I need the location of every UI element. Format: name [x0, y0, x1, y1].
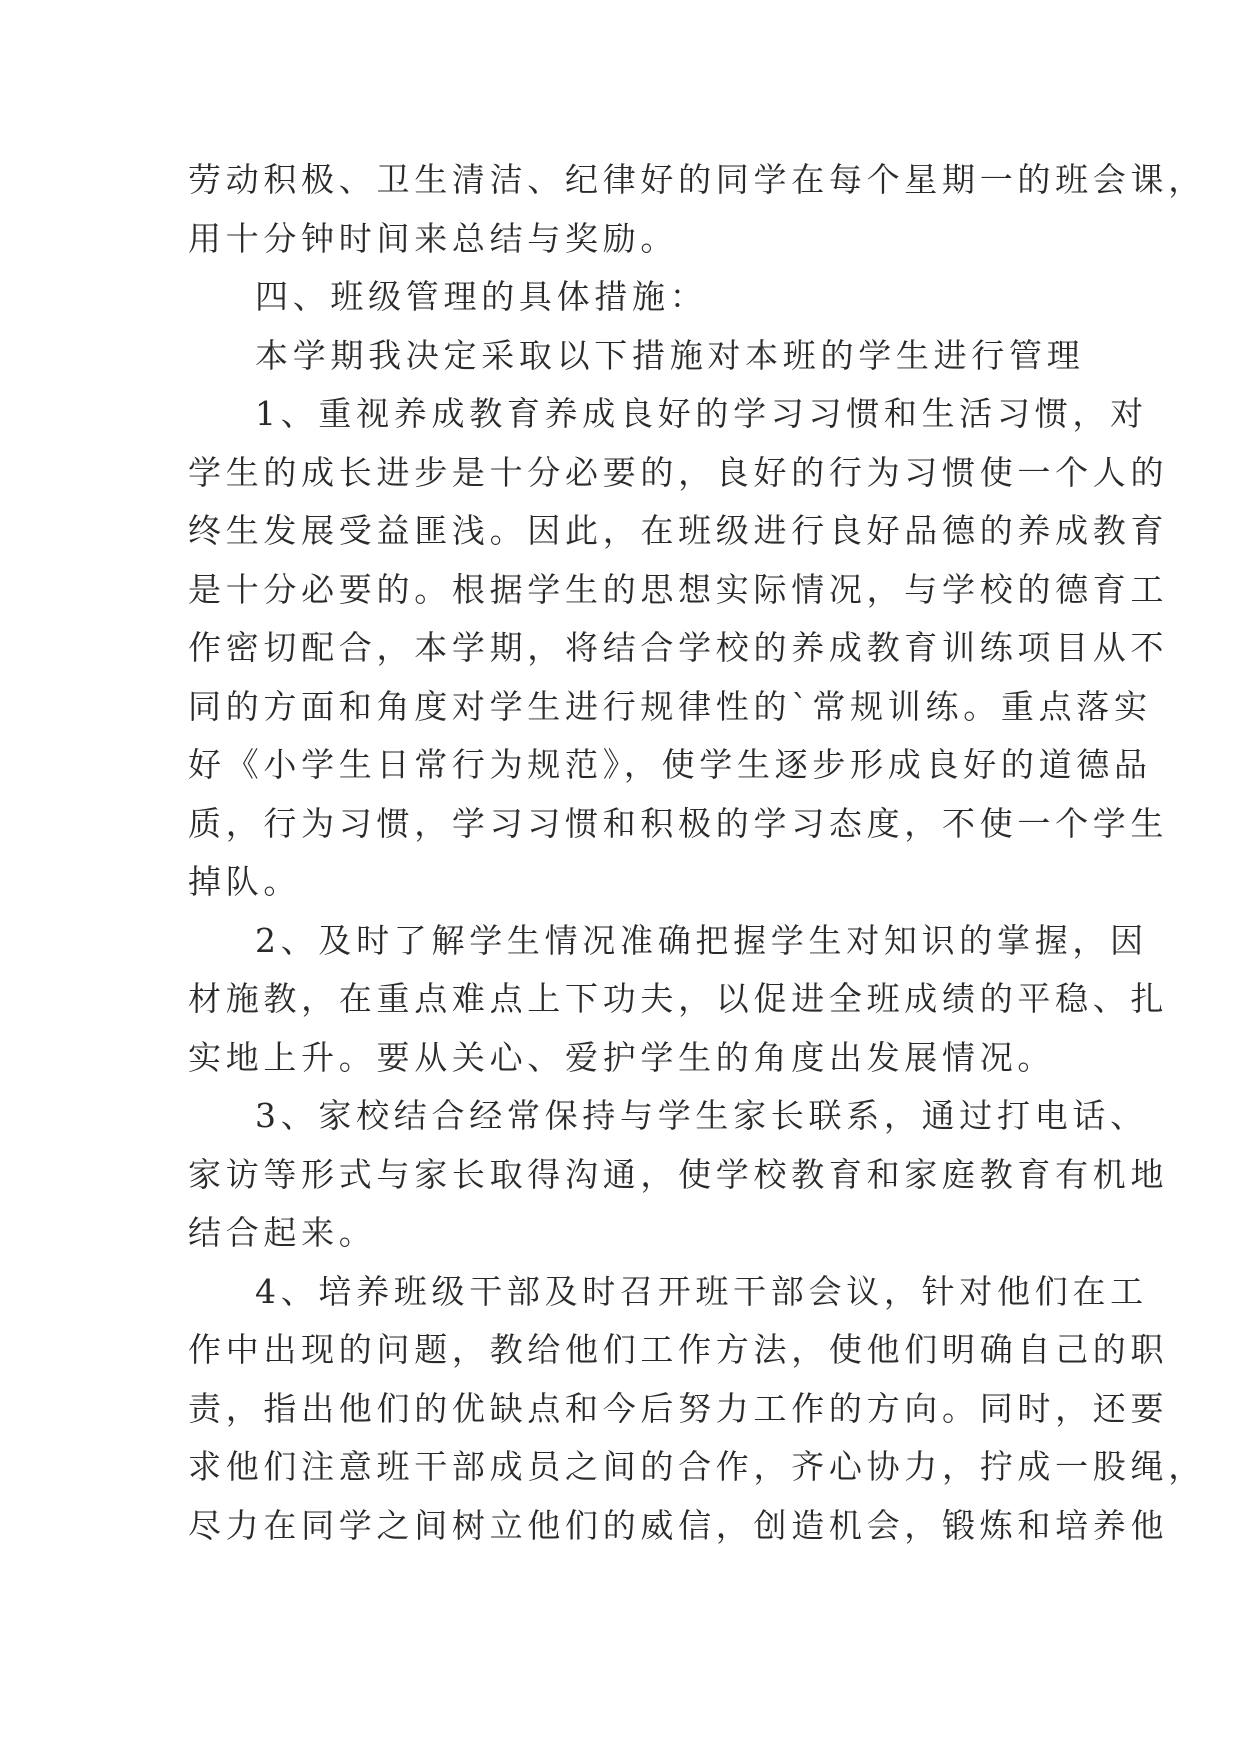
text-line: 结合起来。	[188, 1213, 377, 1252]
text-line: 家访等形式与家长取得沟通，使学校教育和家庭教育有机地	[188, 1154, 1169, 1194]
text-line: 2、及时了解学生情况准确把握学生对知识的掌握，因	[255, 920, 1148, 960]
text-line: 4、培养班级干部及时召开班干部会议，针对他们在工	[255, 1271, 1148, 1311]
text-line: 是十分必要的。根据学生的思想实际情况，与学校的德育工	[188, 569, 1169, 609]
text-line: 3、家校结合经常保持与学生家长联系，通过打电话、	[255, 1096, 1148, 1135]
text-line: 学生的成长进步是十分必要的，良好的行为习惯使一个人的	[188, 452, 1169, 492]
text-line: 求他们注意班干部成员之间的合作，齐心协力，拧成一股绳，	[188, 1447, 1206, 1486]
text-line: 实地上升。要从关心、爱护学生的角度出发展情况。	[188, 1037, 1056, 1077]
text-line: 劳动积极、卫生清洁、纪律好的同学在每个星期一的班会课，	[188, 160, 1206, 199]
text-line: 好《小学生日常行为规范》，使学生逐步形成良好的道德品	[188, 745, 1152, 784]
text-line: 责，指出他们的优缺点和今后努力工作的方向。同时，还要	[188, 1388, 1169, 1428]
text-line: 同的方面和角度对学生进行规律性的`常规训练。重点落实	[188, 686, 1152, 726]
text-line: 终生发展受益匪浅。因此，在班级进行良好品德的养成教育	[188, 511, 1169, 550]
text-line: 掉队。	[188, 862, 302, 901]
text-line: 本学期我决定采取以下措施对本班的学生进行管理	[255, 335, 1085, 375]
text-line: 质，行为习惯，学习习惯和积极的学习态度，不使一个学生	[188, 803, 1169, 843]
text-line: 材施教，在重点难点上下功夫，以促进全班成绩的平稳、扎	[188, 979, 1169, 1018]
text-line: 作密切配合，本学期，将结合学校的养成教育训练项目从不	[188, 628, 1169, 667]
document-body	[188, 151, 1206, 1555]
text-line: 用十分钟时间来总结与奖励。	[188, 218, 679, 258]
section-heading: 四、班级管理的具体措施：	[255, 277, 708, 316]
text-line: 作中出现的问题，教给他们工作方法，使他们明确自己的职	[188, 1330, 1169, 1369]
text-line: 尽力在同学之间树立他们的威信，创造机会，锻炼和培养他	[188, 1505, 1169, 1545]
text-line: 1、重视养成教育养成良好的学习习惯和生活习惯，对	[255, 394, 1148, 433]
